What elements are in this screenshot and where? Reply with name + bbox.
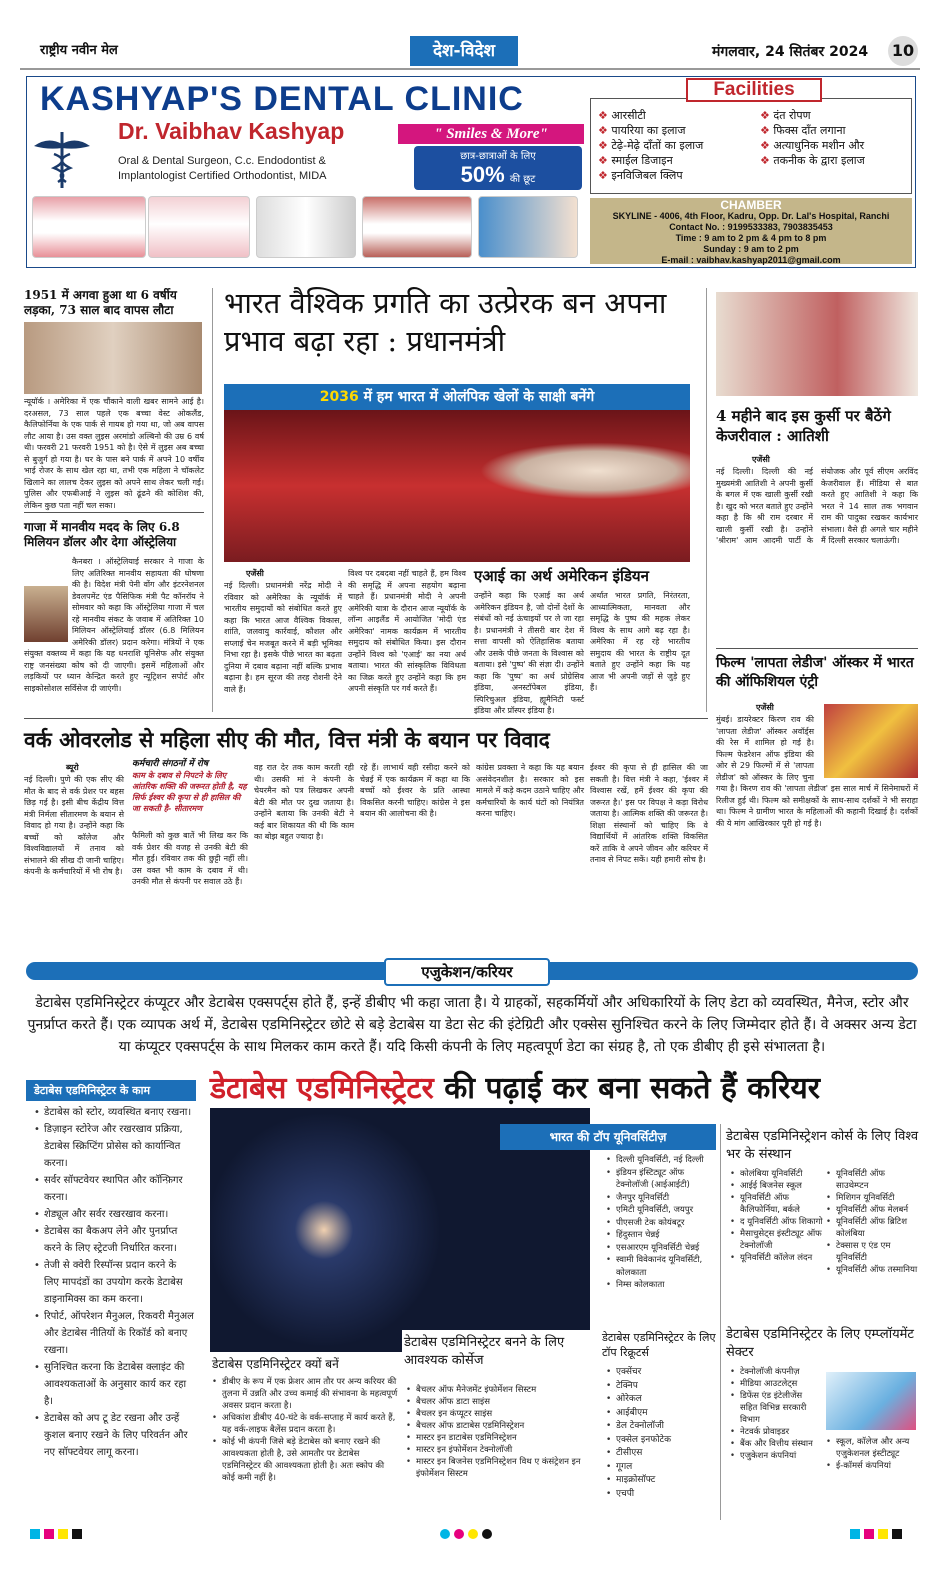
laapataa-text: मुंबई। डायरेक्टर किरण राव की 'लापता लेडीज' ऑस्कर अवॉर्ड्स की रेस में शामिल हो गई है। फिल्म फेडरेशन ऑफ इंडिया की ओर से 29 फिल्मों में से 'लापता लेडीज' को ऑस्कर के लिए चुना गया है। किरण राव की 'लापता लेडीज' इस साल मार्च में सिनेमाघरों में रिलीज हुई थी। फिल्म को समीक्षकों के साथ-साथ दर्शकों ने भी सराहा था। फिल्म ने ग्रामीण भारत के महिलाओं की कहानी दिखाई है। दर्शकों की ये मांग आखिरकार पूरी हो गई है। bbox=[716, 715, 918, 828]
chamber-line: Contact No. : 9199533383, 7903835453 bbox=[669, 222, 833, 232]
work-item: • रिपोर्ट, ऑपरेशन मैनुअल, रिकवरी मैनुअल और डेटाबेस नीतियों के रिकॉर्ड को बनाए रखना। bbox=[34, 1308, 194, 1359]
ca-col6 bbox=[590, 762, 708, 950]
discount-badge bbox=[414, 146, 582, 190]
university-item: • स्वामी विवेकानंद यूनिवर्सिटी, कोलकाता bbox=[606, 1254, 718, 1279]
newspaper-logo: राष्ट्रीय नवीन मेल bbox=[40, 43, 118, 58]
main-byline: एजेंसी bbox=[246, 569, 264, 578]
facility-item: ❖ अत्याधुनिक मशीन और bbox=[760, 138, 910, 153]
ca-quote-head: कर्मचारी संगठनों में रोष bbox=[132, 759, 209, 769]
tagline: " Smiles & More" bbox=[398, 124, 584, 144]
university-item: • पीएसजी टेक कोयंबटूर bbox=[606, 1217, 718, 1230]
recruiter-item: • एक्सेल इनफोटेक bbox=[606, 1434, 718, 1448]
discount-suffix: की छूट bbox=[509, 174, 536, 185]
denture-image bbox=[32, 196, 146, 258]
ca-col4: रहे हैं। लाभार्थ वही रसीदा करने को चेन्नई में एक कार्यक्रम में कहा था कि बच्चों को ईश्वर के प्रति आस्था विकसित करनी चाहिए। कांग्रेस ने इस बयान की आलोचना की है। bbox=[360, 763, 470, 818]
global-institute-item: • द यूनिवर्सिटी ऑफ शिकागो bbox=[730, 1216, 824, 1228]
employment-sector-item: • टेक्नोलॉजी कंपनीज़ bbox=[730, 1366, 822, 1378]
employment-sector-item: • बैंक और वित्तीय संस्थान bbox=[730, 1438, 822, 1450]
ca-col6-text: ईश्वर की कृपा से ही हासिल की जा सकती है। वित्त मंत्री ने कहा, 'ईश्वर में विश्वास रखें, हमें ईश्वर की कृपा की जरूरत है।' इस पर विपक्ष ने कड़ा विरोध जताया है। bbox=[590, 763, 708, 818]
university-item: • इंडियन इंस्टिट्यूट ऑफ टेक्नोलॉजी (आईआईटी) bbox=[606, 1167, 718, 1192]
story1-body: न्यूयॉर्क । अमेरिका में एक चौंकाने वाली खबर सामने आई है। दरअसल, 73 साल पहले एक बच्चा वेस्ट ओकलैंड, कैलिफोर्निया के एक पार्क से गायब हो गया था, जो अब वापस लौट आया है। उस वक्त लुइस अरमांडो अल्बिनो की उम्र 6 वर्ष थी। फरवरी 21 फरवरी 1951 को है। ऐसे में लुइस अब बच्चा से बुजुर्ग हो गया है। घर के पास बने पार्क में अपने 10 वर्षीय भाई रोजर के साथ खेल रहा था, तभी एक महिला ने चॉकलेट खिलाने का लालच देकर लुइस को अपने साथ लेकर चली गई। पुलिस और एफबीआई ने लुइस को ढूंढने की कोशिश की, लेकिन कुछ पता नहीं चल सका। bbox=[24, 397, 204, 510]
facility-item: ❖ दंत रोपण bbox=[760, 108, 910, 123]
chamber-line: SKYLINE - 4006, 4th Floor, Kadru, Opp. Dr. Lal's Hospital, Ranchi bbox=[612, 211, 890, 221]
clinic-name: KASHYAP'S DENTAL CLINIC bbox=[40, 80, 524, 118]
main-col3: उन्होंने कहा कि एआई का अर्थ अमेरिकन इंडियन है, जो दोनों देशों के संबंधों को नई ऊंचाइयों पर ले जा रहा है। प्रधानमंत्री ने तीसरी बार देश में सत्ता वापसी को ऐतिहासिक बताया और उसके पीछे जनता के विश्वास को बताया। इसे 'पुष्प' की संज्ञा दी। उन्होंने कहा कि 'पुष्प' का अर्थ प्रोग्रेसिव इंडिया, अनस्टॉपेबल इंडिया, स्पिरिचुअल इंडिया, ह्यूमैनिटी फर्स्ट इंडिया और प्रॉस्पर इंडिया है। bbox=[474, 591, 584, 715]
why-item: • डीबीए के रूप में एक फ्रेशर आम तौर पर अन्य करियर की तुलना में उन्नति और उच्च कमाई की संभावना के महत्वपूर्ण अवसर प्रदान करता है। bbox=[212, 1376, 398, 1412]
caduceus-icon bbox=[32, 128, 92, 190]
university-item: • हिंदुस्तान चेन्नई bbox=[606, 1229, 718, 1242]
ca-col5: कांग्रेस प्रवक्ता ने कहा कि यह बयान असंवेदनशील है। सरकार को इस मामले में कड़े कदम उठाने चाहिए और कर्मचारियों के कार्य घंटों को नियंत्रित करना चाहिए। bbox=[476, 763, 584, 818]
employment-list-left bbox=[730, 1366, 822, 1462]
recruiter-item: • माइक्रोसॉफ्ट bbox=[606, 1474, 718, 1488]
global-institute-item: • यूनिवर्सिटी ऑफ साउथेम्प्टन bbox=[826, 1168, 920, 1192]
chamber-line: E-mail : vaibhav.kashyap2011@gmail.com bbox=[661, 255, 841, 265]
facilities-list-left bbox=[598, 108, 758, 183]
recruiters-list bbox=[606, 1366, 718, 1501]
ca-col3: वह रात देर तक काम करती रही थी। उसकी मां ने कंपनी के चेयरमैन को पत्र लिखकर अपनी बेटी की मौत पर दुख जताया है। उन्होंने बताया कि उनकी बेटी ने कई बार शिकायत की थी कि काम का बोझ बहुत ज्यादा है। bbox=[254, 763, 354, 841]
university-item: • जैनपुर यूनिवर्सिटी bbox=[606, 1192, 718, 1205]
work-item: • डिज़ाइन स्टोरेज और रखरखाव प्रक्रिया, डेटाबेस स्क्रिप्टिंग प्रोसेस को कार्यान्वित करना। bbox=[34, 1121, 194, 1172]
laapataa-byline: एजेंसी bbox=[756, 703, 774, 712]
chamber-line: Sunday : 9 am to 2 pm bbox=[703, 244, 799, 254]
employment-sector-item: • डिफेंस एंड इंटेलीजेंस सहित विभिन्न सरकारी विभाग bbox=[730, 1390, 822, 1426]
teeth-model-image bbox=[148, 196, 250, 258]
chamber-line: Time : 9 am to 2 pm & 4 pm to 8 pm bbox=[675, 233, 827, 243]
why-heading: डेटाबेस एडमिनिस्ट्रेटर क्यों बनें bbox=[212, 1357, 339, 1371]
image-caption-bar bbox=[224, 384, 690, 410]
work-item: • तेजी से क्वेरी रिस्पॉन्स प्रदान करने के लिए मापदंडों का उपयोग करके डेटाबेस डाइनामिक्स का कम करना। bbox=[34, 1257, 194, 1308]
story1-headline: 1951 में अगवा हुआ था 6 वर्षीय लड़का, 73 साल बाद वापस लौटा bbox=[24, 288, 177, 317]
recruiter-item: • टीसीएस bbox=[606, 1447, 718, 1461]
headline-black: की पढ़ाई कर बना सकते हैं करियर bbox=[433, 1071, 821, 1106]
employment-sector-item: • एजुकेशन कंपनियां bbox=[730, 1450, 822, 1462]
ca-col7-text: आत्मिक शक्ति की जरूरत है। शिक्षा संस्थानों को चाहिए कि वे विद्यार्थियों में आंतरिक शक्ति विकसित करें ताकि वे अपने जीवन और करियर में तनाव से निपट सकें। यही हमारी सोच है। bbox=[590, 809, 709, 864]
laapataa-body bbox=[716, 714, 918, 948]
employment-illustration bbox=[826, 1372, 916, 1430]
university-item: • निम्स कोलकाता bbox=[606, 1279, 718, 1292]
courses-list bbox=[406, 1384, 592, 1480]
laapataa-headline: फिल्म 'लापता लेडीज' ऑस्कर में भारत की ऑफिशियल एंट्री bbox=[716, 655, 914, 690]
child-dentist-image bbox=[478, 196, 578, 258]
recruiters-heading: डेटाबेस एडमिनिस्ट्रेटर के लिए टॉप रिक्रूटर्स bbox=[602, 1331, 716, 1359]
course-item: • बैचलर ऑफ डाटा साइंस bbox=[406, 1396, 592, 1408]
ca-col2: फैमिली को कुछ बातें भी लिख कर कि वर्क प्रेशर की वजह से उनकी बेटी की मौत हुई। रविवार तक की छुट्टी नहीं ली। उस वक्त भी काम के दबाव में थी। उनकी मौत से कंपनी पर सवाल उठे हैं। bbox=[132, 831, 248, 886]
main-col1: नई दिल्ली। प्रधानमंत्री नरेंद्र मोदी ने रविवार को अमेरिका के न्यूयॉर्क में भारतीय समुदायों को संबोधित करते हुए कहा कि भारत आज वैश्विक विकास, शांति, जलवायु कार्रवाई, कौशल और सप्लाई चेन मजबूत करने में बड़ी भूमिका निभा रहा है। इसके पीछे भारत का बढ़ता दुनिया में दबाव बढ़ाना नहीं बल्कि प्रभाव बढ़ाना है। हम सूरज की तरह रोशनी देने वाले हैं। bbox=[224, 581, 342, 694]
doctor-qualifications: Oral & Dental Surgeon, C.c. Endodontist & Implantologist Certified Orthodontist, MIDA bbox=[118, 155, 327, 182]
caption-text: में हम भारत में ओलंपिक खेलों के साक्षी बनेंगे bbox=[358, 389, 595, 405]
courses-heading: डेटाबेस एडमिनिस्ट्रेटर बनने के लिए आवश्यक कोर्सेज bbox=[404, 1335, 565, 1368]
india-univ-list bbox=[606, 1154, 718, 1292]
color-marks-left bbox=[30, 1524, 86, 1543]
facility-item: ❖ इनविजिबल क्लिप bbox=[598, 168, 758, 183]
global-institute-item: • यूनिवर्सिटी ऑफ कैलिफोर्निया, बर्कले bbox=[730, 1192, 824, 1216]
recruiter-item: • एचपी bbox=[606, 1488, 718, 1502]
headline-red: डेटाबेस एडमिनिस्ट्रेटर bbox=[210, 1071, 434, 1106]
recruiter-item: • आईबीएम bbox=[606, 1407, 718, 1421]
university-item: • दिल्ली यूनिवर्सिटी, नई दिल्ली bbox=[606, 1154, 718, 1167]
ca-quote-box bbox=[132, 758, 248, 814]
course-item: • मास्टर इन बिजनेस एडमिनिस्ट्रेशन विथ ए कंसंट्रेशन इन इंफोर्मेशन सिस्टम bbox=[406, 1456, 592, 1480]
global-list-left bbox=[730, 1168, 824, 1264]
facility-item: ❖ तकनीक के द्वारा इलाज bbox=[760, 153, 910, 168]
discount-value: 50% bbox=[460, 162, 505, 187]
facility-item: ❖ फिक्स दाँत लगाना bbox=[760, 123, 910, 138]
main-col2: विश्व पर दबदबा नहीं चाहते हैं, हम विश्व की समृद्धि में अपना सहयोग बढ़ाना चाहते हैं। प्रधानमंत्री मोदी ने अपनी अमेरिकी यात्रा के दौरान आज न्यूयॉर्क के लॉन्ग आइलैंड में आयोजित 'मोदी एंड अमेरिका' नामक कार्यक्रम में भारतीय समुदाय को संबोधित किया। इस दौरान उन्होंने विश्व को 'एआई' का नया अर्थ बताया। भारत की सांस्कृतिक विविधता का जिक्र करते हुए उन्होंने कहा कि हम अपनी संस्कृति पर गर्व करते हैं। bbox=[348, 569, 466, 693]
global-institute-item: • टेक्सास ए एंड एम यूनिवर्सिटी bbox=[826, 1240, 920, 1264]
work-item: • सुनिश्चित करना कि डेटाबेस क्लाइंट की आवश्यकताओं के अनुसार कार्य कर रहा है। bbox=[34, 1359, 194, 1410]
recruiter-item: • ओरेकल bbox=[606, 1393, 718, 1407]
global-institute-item: • मिशिगन यूनिवर्सिटी bbox=[826, 1192, 920, 1204]
recruiter-item: • टेक्निप bbox=[606, 1380, 718, 1394]
ai-subheadline: एआई का अर्थ अमेरिकन इंडियन bbox=[474, 567, 649, 585]
course-item: • मास्टर इन डाटाबेस एडमिनिस्ट्रेशन bbox=[406, 1432, 592, 1444]
global-institute-item: • कोलंबिया यूनिवर्सिटी bbox=[730, 1168, 824, 1180]
color-marks-right bbox=[850, 1524, 906, 1543]
employment-heading: डेटाबेस एडमिनिस्ट्रेटर के लिए एम्प्लॉयमेंट सेक्टर bbox=[726, 1327, 914, 1360]
global-institute-item: • यूनिवर्सिटी ऑफ तस्मानिया bbox=[826, 1264, 920, 1276]
page-number: 10 bbox=[888, 36, 918, 66]
why-list bbox=[212, 1376, 398, 1484]
section-title: देश-विदेश bbox=[410, 36, 518, 66]
course-item: • बैचलर ऑफ डाटाबेस एडमिनिस्ट्रेशन bbox=[406, 1420, 592, 1432]
pm-modi-event-photo bbox=[224, 410, 690, 562]
recruiter-item: • गूगल bbox=[606, 1461, 718, 1475]
education-headline bbox=[210, 1066, 920, 1107]
atishi-photo bbox=[716, 292, 918, 396]
global-heading: डेटाबेस एडमिनिस्ट्रेशन कोर्स के लिए विश्व भर के संस्थान bbox=[726, 1129, 919, 1162]
chamber-info bbox=[590, 198, 912, 264]
atishi-byline: एजेंसी bbox=[752, 455, 770, 464]
story1-photo bbox=[24, 322, 202, 394]
employment-list-right bbox=[826, 1436, 920, 1472]
facility-item: ❖ स्माईल डिजाइन bbox=[598, 153, 758, 168]
employment-sector-item: • मीडिया आउटलेट्स bbox=[730, 1378, 822, 1390]
work-item: • डेटाबेस को अप टू डेट रखना और उन्हें कुशल बनाए रखने के लिए परिवर्तन और नए सॉफ्टवेयर लागू करना। bbox=[34, 1410, 194, 1461]
facilities-title: Facilities bbox=[686, 78, 822, 102]
university-item: • एमिटी यूनिवर्सिटी, जयपुर bbox=[606, 1204, 718, 1217]
work-item: • शेड्यूल और सर्वर रखरखाव करना। bbox=[34, 1206, 194, 1223]
employment-sector-item: • ई-कॉमर्स कंपनियां bbox=[826, 1460, 920, 1472]
work-item: • डेटाबेस का बैकअप लेने और पुनर्प्राप्त करने के लिए स्ट्रेटजी निर्धारित करना। bbox=[34, 1223, 194, 1257]
story2-body bbox=[24, 556, 204, 712]
global-institute-item: • मैसाचुसेट्स इंस्टीट्यूट ऑफ टेक्नोलॉजी bbox=[730, 1228, 824, 1252]
doctor-name: Dr. Vaibhav Kashyap bbox=[118, 118, 345, 144]
why-item: • अधिकांश डीबीए 40-घंटे के वर्क-सप्ताह में कार्य करते हैं, यह वर्क-लाइफ बैलेंस प्रदान करता है। bbox=[212, 1412, 398, 1436]
caption-year: 2036 bbox=[319, 389, 359, 405]
ca-quote: काम के दबाव से निपटने के लिए आंतरिक शक्ति की जरूरत होती है, यह सिर्फ ईश्वर की कृपा से ही हासिल की जा सकती है- सीतारमण bbox=[132, 771, 247, 813]
work-item: • सर्वर सॉफ्टवेयर स्थापित और कॉन्फ़िगर करना। bbox=[34, 1172, 194, 1206]
global-list-right bbox=[826, 1168, 920, 1276]
ca-death-headline: वर्क ओवरलोड से महिला सीए की मौत, वित्त मंत्री के बयान पर विवाद bbox=[24, 727, 550, 752]
recruiter-item: • एक्सेंचर bbox=[606, 1366, 718, 1380]
education-intro: डेटाबेस एडमिनिस्ट्रेटर कंप्यूटर और डेटाबेस एक्सपर्ट्स होते हैं, इन्हें डीबीए भी कहा जाता है। ये ग्राहकों, सहकर्मियों और अधिकारियों के लिए डेटा को व्यवस्थित, मैनेज, स्टोर और पुनर्प्राप्त करते हैं। एक व्यापक अर्थ में, डेटाबेस एडमिनिस्ट्रेटर छोटे से बड़े डेटाबेस या डेटा सेट की इंटेग्रिटी और एक्सेस सुनिश्चित करने के लिए जिम्मेदार होते हैं। वे अक्सर अन्य डेटा या कंप्यूटर एक्सपर्ट्स के साथ मिलकर काम करते हैं। यदि किसी कंपनी के लिए महत्वपूर्ण डेटा का संग्रह है, तो एक डीबीए ही इसे संभालता है। bbox=[27, 995, 917, 1055]
work-item: • डेटाबेस को स्टोर, व्यवस्थित बनाए रखना। bbox=[34, 1104, 194, 1121]
why-item: • कोई भी कंपनी जिसे बड़े डेटाबेस को बनाए रखने की आवश्यकता होती है, उसे आमतौर पर डेटाबेस एडमिनिस्ट्रेटर की आवश्यकता होती है। अतः स्कोप की कोई कमी नहीं है। bbox=[212, 1436, 398, 1484]
work-list bbox=[34, 1104, 194, 1461]
course-item: • बैचलर ऑफ मैनेजमेंट इंफोर्मेशन सिस्टम bbox=[406, 1384, 592, 1396]
story2-text: कैनबरा । ऑस्ट्रेलियाई सरकार ने गाजा के लिए अतिरिक्त मानवीय सहायता की घोषणा की है। विदेश मंत्री पेनी वोंग और इंटरनेशनल डेवलपमेंट एंड पैसिफिक मंत्री पैट कॉनरॉय ने सोमवार को कहा कि ऑस्ट्रेलिया गाजा में चल रहे मानवीय संकट के जवाब में अतिरिक्त 10 मिलियन ऑस्ट्रेलियाई डॉलर (6.8 मिलियन अमेरिकी डॉलर) प्रदान करेगा। मंत्रियों ने एक संयुक्त वक्तव्य में कहा कि यह धनराशि यूनिसेफ और संयुक्त राष्ट्र जनसंख्या कोष को दी जाएगी। इसमें महिलाओं और लड़कियों पर ध्यान केन्द्रित करते हुए न्यूट्रिशन सपोर्ट और साइकोसोशल सर्विसेज दी जाएंगी। bbox=[24, 557, 204, 693]
main-headline: भारत वैश्विक प्रगति का उत्प्रेरक बन अपना प्रभाव बढ़ा रहा : प्रधानमंत्री bbox=[224, 286, 667, 358]
story2-headline: गाजा में मानवीय मदद के लिए 6.8 मिलियन डॉलर और देगा ऑस्ट्रेलिया bbox=[24, 520, 180, 549]
recruiter-item: • डेल टेक्नोलॉजी bbox=[606, 1420, 718, 1434]
india-univ-heading: भारत की टॉप यूनिवर्सिटीज़ bbox=[500, 1124, 716, 1150]
global-institute-item: • यूनिवर्सिटी ऑफ मेलबर्न bbox=[826, 1204, 920, 1216]
work-heading: डेटाबेस एडमिनिस्ट्रेटर के काम bbox=[26, 1080, 196, 1101]
employment-sector-item: • नेटवर्क प्रोवाइडर bbox=[730, 1426, 822, 1438]
main-col4: अर्थात भारत प्रगति, निरंतरता, आध्यात्मिकता, मानवता और समृद्धि के पुष्प की महक लेकर विश्व के साथ आगे बढ़ रहा है। अमेरिका में रह रहे भारतीय समुदाय की भारत के राष्ट्रीय दूत बताते हुए उन्होंने कहा कि यह आज भी अपनी जड़ों से जुड़े हुए हैं। bbox=[590, 591, 690, 692]
education-label: एजुकेशन/करियर bbox=[384, 958, 550, 986]
ca-col1: नई दिल्ली। पुणे की एक सीए की मौत के बाद से वर्क प्रेशर पर बहस छिड़ गई है। इसी बीच केंद्रीय वित्त मंत्री निर्मला सीतारमण के बयान से विवाद हो गया है। उन्होंने कहा कि बच्चों को कॉलेज और विश्वविद्यालयों में तनाव को संभालने की सीख दी जानी चाहिए। कंपनी के कर्मचारियों में भी रोष है। bbox=[24, 775, 124, 876]
course-item: • बैचलर इन कंप्यूटर साइंस bbox=[406, 1408, 592, 1420]
discount-line: छात्र-छात्राओं के लिए bbox=[460, 151, 536, 162]
implant-image bbox=[256, 196, 356, 258]
issue-date: मंगलवार, 24 सितंबर 2024 bbox=[712, 44, 869, 60]
ca-byline: ब्यूरो bbox=[66, 763, 79, 772]
course-item: • मास्टर इन इंफोर्मेशन टेक्नोलॉजी bbox=[406, 1444, 592, 1456]
facility-item: ❖ आरसीटी bbox=[598, 108, 758, 123]
global-institute-item: • यूनिवर्सिटी कॉलेज लंदन bbox=[730, 1252, 824, 1264]
atishi-headline: 4 महीने बाद इस कुर्सी पर बैठेंगे केजरीवाल : आतिशी bbox=[716, 407, 891, 445]
facilities-list-right bbox=[760, 108, 910, 168]
atishi-body: नई दिल्ली। दिल्ली की नई मुख्यमंत्री आतिशी ने अपनी कुर्सी के बगल में एक खाली कुर्सी रखी है। खुद को भरत बताते हुए उन्होंने कहा है कि श्री राम दरबार में खाली कुर्सी रखी है। उन्होंने 'श्रीराम' आम आदमी पार्टी के संयोजक और पूर्व सीएम अरविंद केजरीवाल हैं। मीडिया से बात करते हुए आतिशी ने कहा कि भरत ने 14 साल तक भगवान राम की पादुका रखकर कार्यभार संभाला। वैसे ही अगले चार महीने मैं दिल्ली सरकार चलाऊंगी। bbox=[716, 467, 918, 545]
facility-item: ❖ पायरिया का इलाज bbox=[598, 123, 758, 138]
global-institute-item: • यूनिवर्सिटी ऑफ ब्रिटिश कोलंबिया bbox=[826, 1216, 920, 1240]
facility-item: ❖ टेढ़े-मेढ़े दाँतों का इलाज bbox=[598, 138, 758, 153]
color-marks-center bbox=[440, 1524, 496, 1543]
chamber-title: CHAMBER bbox=[720, 198, 782, 212]
global-institute-item: • आईई बिजनेस स्कूल bbox=[730, 1180, 824, 1192]
university-item: • एसआरएम यूनिवर्सिटी चेन्नई bbox=[606, 1242, 718, 1255]
employment-sector-item: • स्कूल, कॉलेज और अन्य एजुकेशनल इंस्टीट्यूट bbox=[826, 1436, 920, 1460]
smile-image bbox=[362, 196, 472, 258]
